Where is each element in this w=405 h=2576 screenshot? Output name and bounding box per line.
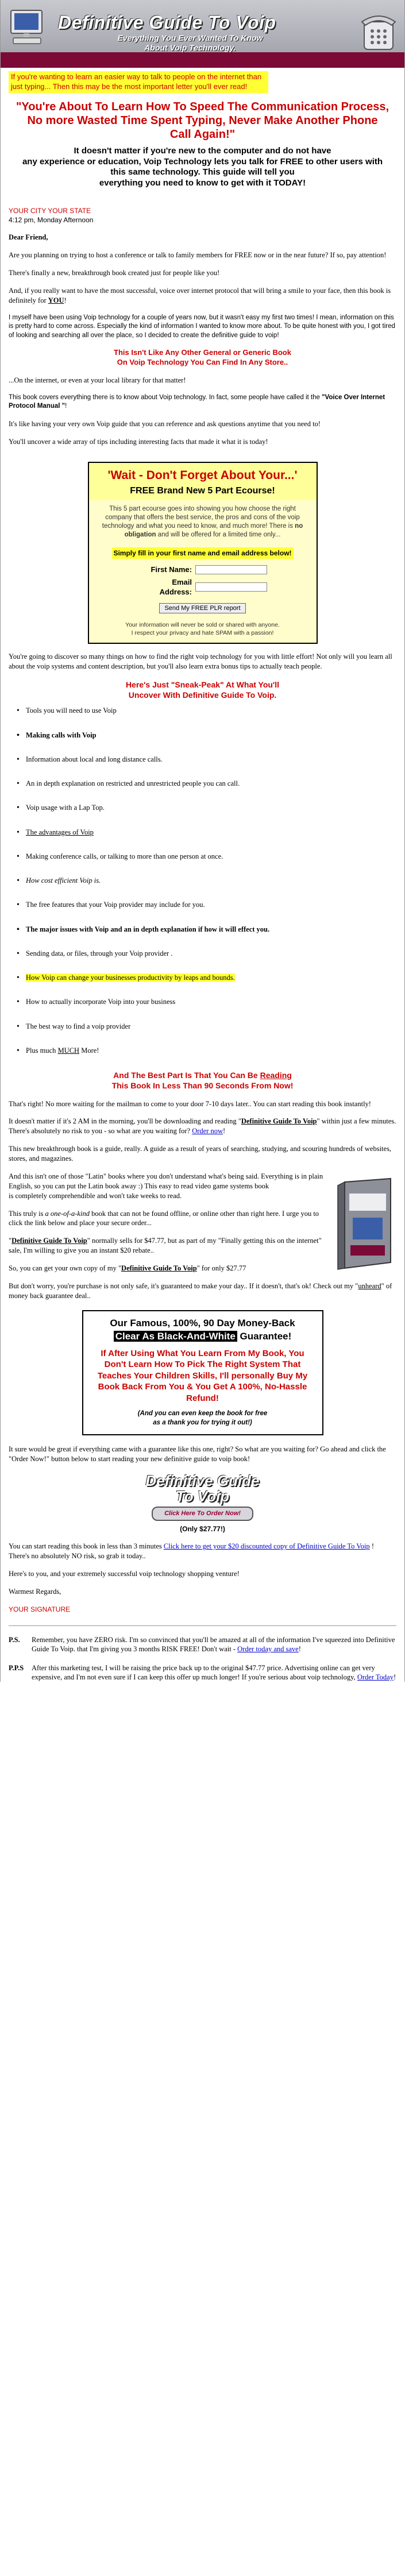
guarantee-note: (And you can even keep the book for free as a thank you for trying it out!) [137,1410,268,1426]
story-paragraph-1: I myself have been using Voip technology for a couple of years now, but it wasn't easy my first two times! I mean, information on this is pretty hard to come across. Especially the kind of information I wanted to know more about. To be quite honest with you, I got tired of looking and searching all over the place, so I decided to create the definitive guide to voip! [9,314,395,339]
closing: Warmest Regards, [9,1588,61,1596]
computer-icon [6,7,48,48]
ecourse-fill-instruction: Simply fill in your first name and email address below! [112,547,294,559]
paragraph-5: It's like having your very own Voip guide that you can reference and ask questions anytime that you need to! [9,419,321,428]
paragraph-4: ...On the internet, or even at your local library for that matter! [9,376,186,384]
paragraph-8: That's right! No more waiting for the mailman to come to your door 7-10 days later.. You can start reading this book instantly! [9,1099,371,1108]
list-item: • Making conference calls, or talking to more than one person at once. [17,852,396,861]
list-item: • The free features that your Voip provider may include for you. [17,900,396,909]
paragraph-9: It doesn't matter if it's 2 AM in the morning, you'll be downloading and reading "Definitive Guide To Voip" within just a few minutes. There's absolutely no risk to you - so what are you waiting for? Order now! [9,1117,396,1136]
pps-text: After this marketing test, I will be raising the price back up to the original $47.77 price. Advertising online can get very expensive, and I'm not even sure if I can keep this offer up much longer! If you're serious about voip technology, Order Today! [32,1663,396,1681]
paragraph-10: This new breakthrough book is a guide, really. A guide as a result of years of searching, studying, and scouring hundreds of websites, stores, and magazines. [9,1145,392,1163]
section-heading-1: This Isn't Like Any Other General or Generic Book On Voip Technology You Can Find In Any Store.. [114,348,291,366]
header-banner [1,0,404,68]
intro-highlight: If you're wanting to learn an easier way to talk to people on the internet than just typing... Then this may be the most important letter you'll ever read! [9,71,268,93]
first-name-input[interactable] [195,565,267,574]
ps-label: P.S. [9,1636,20,1644]
paragraph-1: Are you planning on trying to host a conference or talk to family members for FREE now or in the near future? If so, pay attention! [9,251,387,260]
ebook-cover-image [333,1176,396,1274]
paragraph-18: Here's to you, and your extremely successful voip technology shopping venture! [9,1570,240,1578]
paragraph-6: You'll uncover a wide array of tips including interesting facts that made it what it is today! [9,437,268,446]
paragraph-11: And this isn't one of those "Latin" books where you don't understand what's being said. Everything is in plain English, so you can put the Latin book away :) This easy to read video game systems book is completely comprehendible and won't take weeks to read. [9,1172,323,1200]
subheadline [20,146,385,189]
order-now-link[interactable]: Order now [192,1127,223,1136]
list-item: • An in depth explanation on restricted and unrestricted people you can call. [17,779,396,788]
subheadline-line-2: any experience or education, Voip Technology lets you talk for FREE to other users with this same technology. This guide will tell you [22,156,383,177]
privacy-note: Your information will never be sold or shared with anyone. I respect your privacy and hate SPAM with a passion! [125,621,280,636]
order-section [9,1473,396,1534]
list-item: • Tools you will need to use Voip [17,706,396,715]
divider [9,1625,396,1626]
paragraph-3: And, if you really want to have the most successful, voice over internet protocol that will bring a smile to your face, then this book is definitely for YOU! [9,286,391,304]
list-item: • Voip usage with a Lap Top. [17,803,396,812]
paragraph-14: So, you can get your own copy of my "Definitive Guide To Voip" for only $27.77 [9,1264,246,1273]
subheadline-line-3: everything you need to know to get with it TODAY! [99,178,306,188]
list-item: • How cost efficient Voip is. [17,876,396,885]
guarantee-promise: If After Using What You Learn From My Book, You Don't Learn How To Pick The Right System That Teaches Your Children Skills, I'll personally Buy My Book Back From You & You Get A 100%, No-Hassle Refund! [97,1348,308,1403]
ecourse-description: This 5 part ecourse goes into showing you how choose the right company that offers the best service, the pros and cons of the voip technology and what you need to know, and much more! There is no obligation and will be offered for a limited time only... [102,505,303,539]
list-item: • The major issues with Voip and an in depth explanation if how it will effect you. [17,925,396,934]
section-heading-3: And The Best Part Is That You Can Be Reading This Book In Less Than 90 Seconds From Now! [111,1071,294,1091]
header-title: Definitive Guide To Voip [58,12,276,33]
list-item: • Sending data, or files, through your Voip provider . [17,949,396,958]
paragraph-12: This truly is a one-of-a-kind book that can not be found offline, or online other than right here. I urge you to click the link below and place your secure order... [9,1209,319,1227]
section-heading-2: Here's Just "Sneak-Peak" At What You'll Uncover With Definitive Guide To Voip. [125,680,280,700]
paragraph-17: You can start reading this book in less than 3 minutes Click here to get your $20 discounted copy of Definitive Guide To Voip ! There's no absolutely NO risk, so grab it today.. [9,1542,374,1561]
order-today-link[interactable]: Order Today [357,1673,394,1681]
first-name-label: First Name: [151,565,192,574]
list-item: • The best way to find a voip provider [17,1022,396,1031]
ecourse-free-heading: FREE Brand New 5 Part Ecourse! [130,485,275,496]
order-today-save-link[interactable]: Order today and save [237,1645,299,1654]
story-paragraph-2: This book covers everything there is to know about Voip technology. In fact, some people have called it the "Voice Over Internet Protocol Manual "! [9,393,385,410]
phone-icon [358,8,399,54]
paragraph-16: It sure would be great if everything came with a guarantee like this one, right? So what are you waiting for? Go ahead and click the "Order Now!" button below to start reading your new definitive guide to voip book! [9,1445,386,1463]
order-price: (Only $27.77!) [180,1525,225,1534]
signature: YOUR SIGNATURE [9,1605,71,1613]
ecourse-wait-heading: 'Wait - Don't Forget About Your...' [107,468,298,482]
story-section [9,314,396,341]
paragraph-2: There's finally a new, breakthrough book created just for people like you! [9,268,220,277]
headline: "You're About To Learn How To Speed The Communication Process, No more Wasted Time Spent Typing, Never Make Another Phone Call Again!" [16,100,389,141]
feature-list [17,706,396,1055]
paragraph-7: You're going to discover so many things on how to find the right voip technology for you with little effort! Not only will you learn all about the voip systems and content description, but you'll also learn extra bonus tips to actually teach people. [9,652,392,671]
list-item: • How Voip can change your businesses productivity by leaps and bounds. [17,973,396,982]
order-logo: Definitive Guide To Voip [145,1472,260,1505]
send-report-button[interactable]: Send My FREE PLR report [159,603,245,613]
post-postscript [9,1663,396,1682]
paragraph-15: But don't worry, you're purchase is not only safe, it's guaranteed to make your day.. If it doesn't, that's ok! Check out my "unheard" of money back guarantee deal.. [9,1281,392,1300]
subheadline-line-1: It doesn't matter if you're new to the computer and do not have [74,145,331,156]
discount-copy-link[interactable]: Click here to get your $20 discounted copy of Definitive Guide To Voip [163,1542,370,1551]
header-tagline: Everything You Ever Wanted To Know About Voip Technology. [117,33,263,52]
date-line: 4:12 pm, Monday Afternoon [9,215,94,224]
guarantee-box [82,1310,323,1435]
city-state: YOUR CITY YOUR STATE [9,206,91,215]
ecourse-optin-box [88,462,318,644]
email-input[interactable] [195,582,267,592]
greeting: Dear Friend, [9,233,48,242]
order-now-button[interactable]: Click Here To Order Now! [152,1507,253,1521]
list-item: • Plus much MUCH More! [17,1046,396,1055]
paragraph-13: "Definitive Guide To Voip" normally sells for $47.77, but as part of my "Finally getting this on the internet" sale, I'm willing to give you an instant $20 rebate.. [9,1237,322,1255]
optin-form [89,565,317,613]
list-item: • How to actually incorporate Voip into your business [17,997,396,1006]
list-item: • The advantages of Voip [17,828,396,837]
email-label: Email Address: [159,577,192,597]
pps-label: P.P.S [9,1663,24,1672]
ps-text: Remember, you have ZERO risk. I'm so convinced that you'll be amazed at all of the information I've squeezed into Definitive Guide To Voip. that I'm giving you 3 months RISK FREE! Don't wait - Order today and save! [32,1636,395,1654]
list-item: • Information about local and long distance calls. [17,755,396,764]
postscript [9,1635,396,1654]
guarantee-heading: Our Famous, 100%, 90 Day Money-Back Clear As Black-And-White Guarantee! [110,1317,295,1342]
list-item: • Making calls with Voip [17,731,396,740]
